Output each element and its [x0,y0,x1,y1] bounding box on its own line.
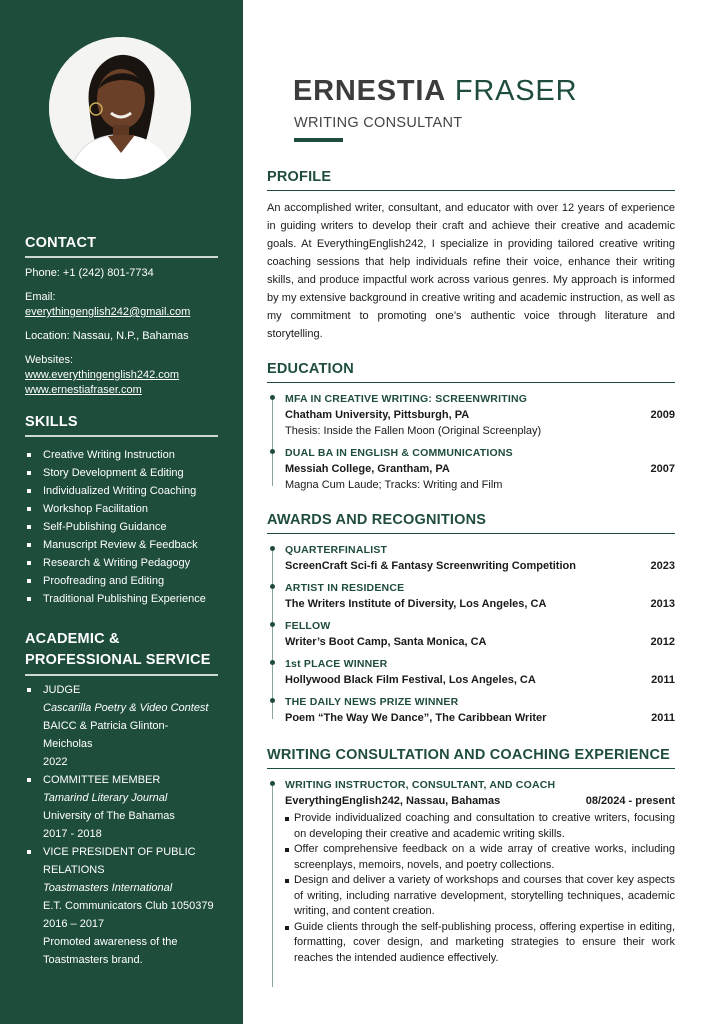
service-line: 2022 [43,756,68,768]
service-list [25,681,235,969]
education-timeline [267,392,675,493]
person-name [293,75,577,108]
websites-label: Websites: [25,354,74,366]
award-entry [267,657,675,688]
award-row [285,634,675,650]
list-item: Story Development & Editing [25,464,235,482]
location-text: Location: Nassau, N.P., Bahamas [25,330,189,342]
service-role: VICE PRESIDENT OF PUBLIC [43,846,196,858]
education-note: Thesis: Inside the Fallen Moon (Original Screenplay) [285,425,542,437]
job-role: WRITING INSTRUCTOR, CONSULTANT, AND COACH [285,779,556,791]
service-org: Tamarind Literary Journal [43,792,168,804]
award-row [285,672,675,688]
timeline-dot [270,698,275,703]
education-entry [267,392,675,439]
skills-list [25,446,235,608]
last-name: FRASER [454,75,578,107]
award-entry [267,695,675,726]
service-line: Promoted awareness of the [43,936,178,948]
service-line: Meicholas [43,738,93,750]
title-underline [294,138,343,142]
portrait-image [49,37,191,179]
profile-photo [49,37,191,179]
list-item: Self-Publishing Guidance [25,518,235,536]
experience-timeline [267,778,675,966]
list-item [25,771,235,843]
profile-heading: PROFILE [267,167,675,191]
school-name: Messiah College, Grantham, PA [285,463,450,475]
award-detail: The Writers Institute of Diversity, Los Angeles, CA [285,598,547,610]
list-item: Proofreading and Editing [25,572,235,590]
list-item: Research & Writing Pedagogy [25,554,235,572]
list-item [25,843,235,969]
timeline-dot [270,781,275,786]
award-detail: ScreenCraft Sci-fi & Fantasy Screenwriting Competition [285,560,576,572]
award-detail: Poem “The Way We Dance”, The Caribbean Writer [285,712,547,724]
sidebar [0,0,243,1024]
service-heading [25,629,218,676]
list-item [25,681,235,771]
award-row [285,596,675,612]
award-entry [267,581,675,612]
degree-title: DUAL BA IN ENGLISH & COMMUNICATIONS [285,447,513,459]
timeline-dot [270,622,275,627]
awards-timeline [267,543,675,726]
school-row [285,461,675,477]
service-line: E.T. Communicators Club 1050379 [43,900,214,912]
award-title: FELLOW [285,620,331,632]
timeline-dot [270,584,275,589]
list-item: Design and deliver a variety of workshops and courses that cover key aspects of writing, including narrative development, storytelling techniques, academic writing, and content creation. [285,873,675,920]
email-link[interactable]: everythingenglish242@gmail.com [25,306,191,318]
award-title: THE DAILY NEWS PRIZE WINNER [285,696,459,708]
list-item: Provide individualized coaching and consultation to creative writers, focusing on developing their creative and academic writing skills. [285,811,675,842]
service-line: Toastmasters brand. [43,954,143,966]
timeline-dot [270,546,275,551]
award-row [285,710,675,726]
year: 2012 [650,636,675,648]
service-line: University of The Bahamas [43,810,175,822]
award-entry [267,543,675,574]
service-heading-line-2: PROFESSIONAL SERVICE [25,652,211,668]
service-line: BAICC & Patricia Glinton- [43,720,169,732]
employer-row [285,793,675,809]
date-range: 08/2024 - present [585,795,675,807]
service-role: COMMITTEE MEMBER [43,774,161,786]
year: 2013 [650,598,675,610]
award-title: ARTIST IN RESIDENCE [285,582,405,594]
experience-entry [267,778,675,966]
contact-block [25,266,225,407]
year: 2011 [651,674,675,686]
service-heading-line-1: ACADEMIC & [25,631,120,647]
award-detail: Writer’s Boot Camp, Santa Monica, CA [285,636,487,648]
phone-text: Phone: +1 (242) 801-7734 [25,267,154,279]
year: 2009 [650,409,675,421]
service-line: 2016 – 2017 [43,918,105,930]
list-item: Workshop Facilitation [25,500,235,518]
profile-text: An accomplished writer, consultant, and educator with over 12 years of experience in guiding writers to develop their craft and achieve their creative and academic goals. At EverythingEnglish242, I specialize in providing tailored creative writing coaching sessions that help individuals refine their voice, enhance their writing skills, and produce impactful work across various genres. My approach is informed by my extensive background in creative writing and academic instruction, as well as my commitment to promoting one’s authentic voice through literature and storytelling. [267,202,675,340]
responsibilities-list [285,811,675,966]
service-role: JUDGE [43,684,81,696]
service-org: Cascarilla Poetry & Video Contest [43,702,209,714]
award-title: 1st PLACE WINNER [285,658,388,670]
contact-heading: CONTACT [25,233,218,258]
award-entry [267,619,675,650]
skills-heading: SKILLS [25,412,218,437]
timeline-dot [270,449,275,454]
school-name: Chatham University, Pittsburgh, PA [285,409,470,421]
education-note: Magna Cum Laude; Tracks: Writing and Film [285,479,503,491]
award-row [285,558,675,574]
year: 2023 [650,560,675,572]
list-item: Guide clients through the self-publishing process, offering expertise in editing, formatting, cover design, and marketing strategies to ensure their work reaches the intended audience effectively. [285,920,675,967]
school-row [285,407,675,423]
timeline-dot [270,660,275,665]
list-item: Individualized Writing Coaching [25,482,235,500]
service-org: Toastmasters International [43,882,173,894]
employer-name: EverythingEnglish242, Nassau, Bahamas [285,795,501,807]
service-role: RELATIONS [43,864,105,876]
list-item: Manuscript Review & Feedback [25,536,235,554]
education-heading: EDUCATION [267,359,675,383]
award-title: QUARTERFINALIST [285,544,388,556]
first-name: ERNESTIA [293,75,447,107]
education-entry [267,446,675,493]
job-title: WRITING CONSULTANT [294,115,463,131]
list-item: Offer comprehensive feedback on a wide array of creative works, including screenplays, memoirs, novels, and poetry collections. [285,842,675,873]
service-line: 2017 - 2018 [43,828,102,840]
email-label: Email: [25,291,56,303]
award-detail: Hollywood Black Film Festival, Los Angeles, CA [285,674,536,686]
website-link-2[interactable]: www.ernestiafraser.com [25,384,142,396]
experience-heading: WRITING CONSULTATION AND COACHING EXPERIENCE [267,745,675,769]
website-link-1[interactable]: www.everythingenglish242.com [25,369,180,381]
year: 2007 [650,463,675,475]
awards-heading: AWARDS AND RECOGNITIONS [267,510,675,534]
year: 2011 [651,712,675,724]
degree-title: MFA IN CREATIVE WRITING: SCREENWRITING [285,393,528,405]
list-item: Creative Writing Instruction [25,446,235,464]
timeline-dot [270,395,275,400]
list-item: Traditional Publishing Experience [25,590,235,608]
